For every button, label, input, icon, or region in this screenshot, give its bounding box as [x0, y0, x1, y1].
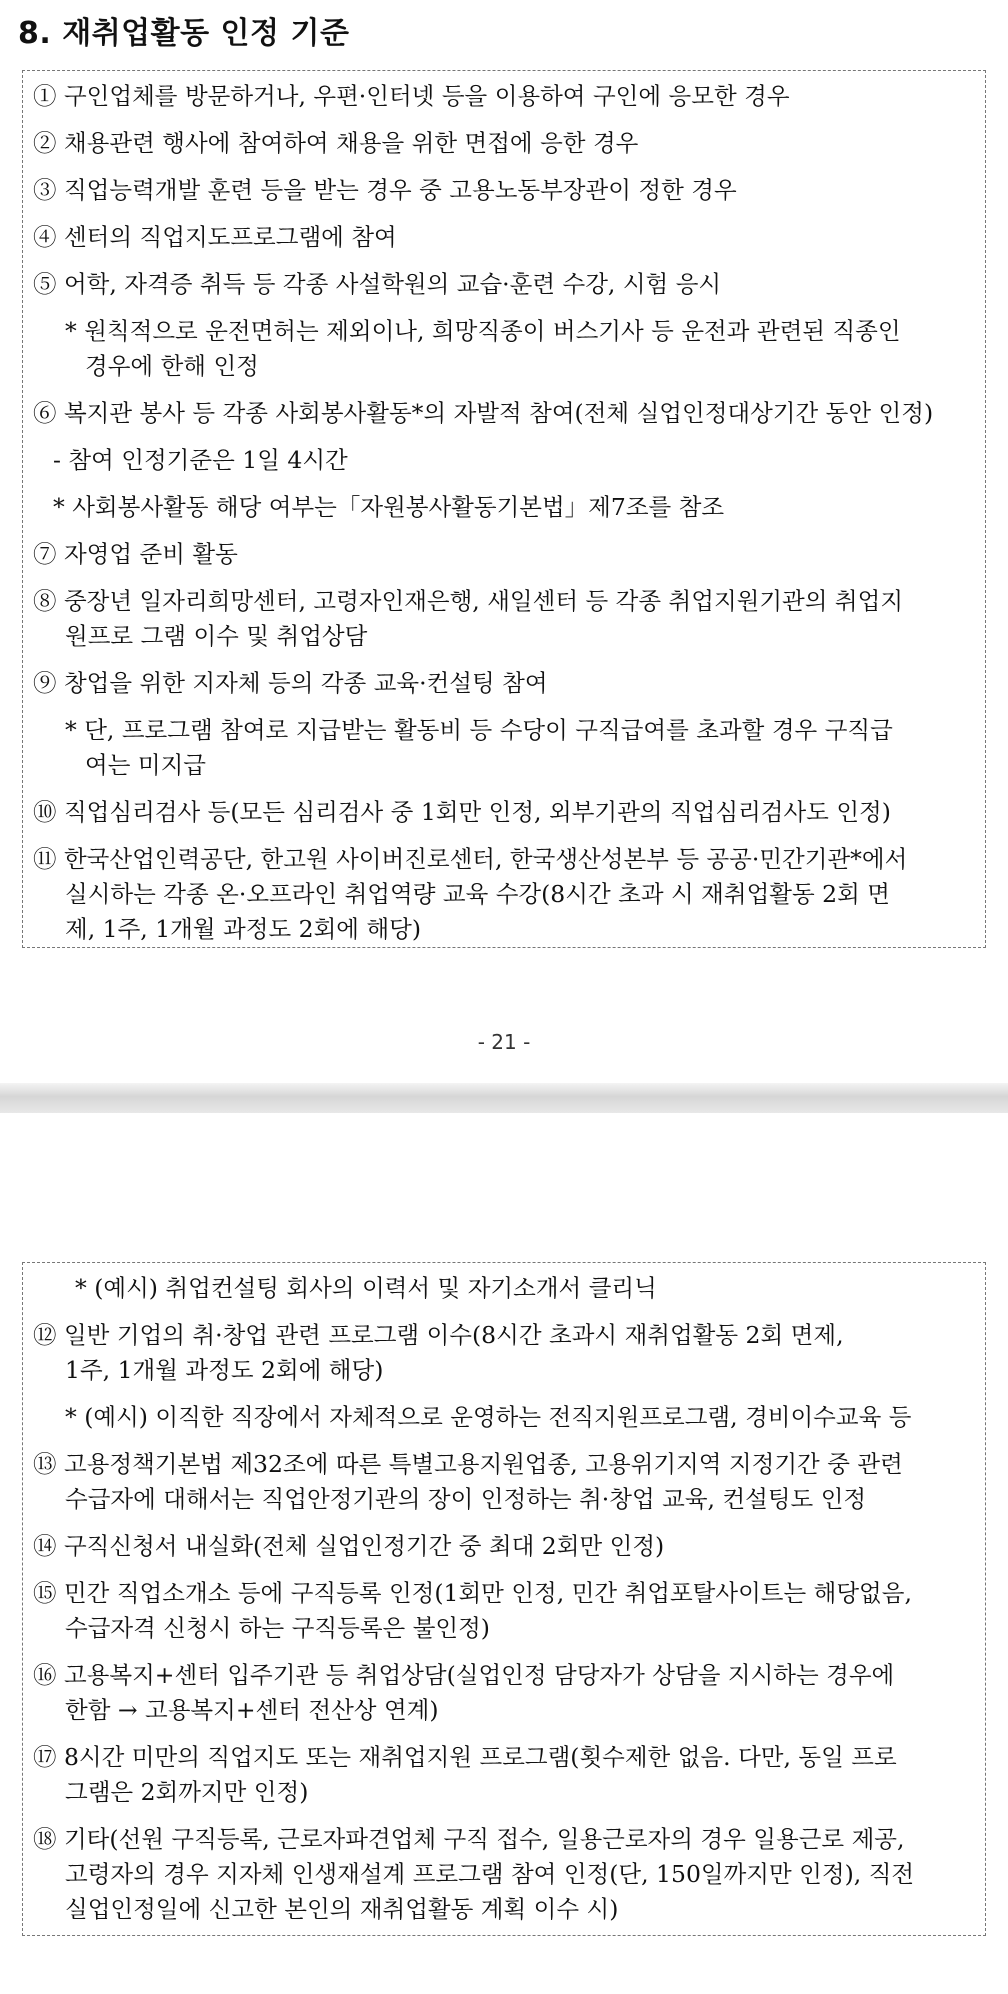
item-text: 그램은 2회까지만 인정)	[65, 1778, 309, 1806]
item-text: ⑨ 창업을 위한 지자체 등의 각종 교육·컨설팅 참여	[33, 669, 548, 697]
item-text: ⑧ 중장년 일자리희망센터, 고령자인재은행, 새일센터 등 각종 취업지원기관의 취업지	[33, 587, 904, 615]
note-text: * (예시) 이직한 직장에서 자체적으로 운영하는 전직지원프로그램, 경비이수교육 등	[65, 1403, 912, 1431]
sub-text: - 참여 인정기준은 1일 4시간	[53, 446, 348, 474]
item-text: 한함 → 고용복지+센터 전산상 연계)	[65, 1696, 439, 1724]
item-text: ⑤ 어학, 자격증 취득 등 각종 사설학원의 교습·훈련 수강, 시험 응시	[33, 270, 722, 298]
item-text: ⑫ 일반 기업의 취·창업 관련 프로그램 이수(8시간 초과시 재취업활동 2회 면제,	[33, 1321, 844, 1349]
item-text: ⑮ 민간 직업소개소 등에 구직등록 인정(1회만 인정, 민간 취업포탈사이트는 해당없음,	[33, 1579, 912, 1607]
item-text: ⑰ 8시간 미만의 직업지도 또는 재취업지원 프로그램(횟수제한 없음. 다만, 동일 프로	[33, 1743, 897, 1771]
item-text: ⑬ 고용정책기본법 제32조에 따른 특별고용지원업종, 고용위기지역 지정기간 중 관련	[33, 1450, 903, 1478]
item-text: ⑩ 직업심리검사 등(모든 심리검사 중 1회만 인정, 외부기관의 직업심리검사도 인정)	[33, 798, 891, 826]
item-text: ① 구인업체를 방문하거나, 우편·인터넷 등을 이용하여 구인에 응모한 경우	[33, 82, 790, 110]
note-text: * 원칙적으로 운전면허는 제외이나, 희망직종이 버스기사 등 운전과 관련된 직종인	[65, 317, 901, 345]
item-text: 1주, 1개월 과정도 2회에 해당)	[65, 1356, 384, 1384]
item-text: ③ 직업능력개발 훈련 등을 받는 경우 중 고용노동부장관이 정한 경우	[33, 176, 737, 204]
item-text: ⑭ 구직신청서 내실화(전체 실업인정기간 중 최대 2회만 인정)	[33, 1532, 665, 1560]
item-text: ④ 센터의 직업지도프로그램에 참여	[33, 223, 397, 251]
item-text: 원프로 그램 이수 및 취업상담	[65, 622, 368, 650]
item-text: 수급자격 신청시 하는 구직등록은 불인정)	[65, 1614, 490, 1642]
item-text: 실업인정일에 신고한 본인의 재취업활동 계획 이수 시)	[65, 1895, 619, 1923]
note-text: * (예시) 취업컨설팅 회사의 이력서 및 자기소개서 클리닉	[75, 1274, 657, 1302]
page-number: - 21 -	[477, 1030, 531, 1054]
item-text: ② 채용관련 행사에 참여하여 채용을 위한 면접에 응한 경우	[33, 129, 639, 157]
note-text: * 단, 프로그램 참여로 지급받는 활동비 등 수당이 구직급여를 초과할 경우 구직급	[65, 716, 893, 744]
item-text: 제, 1주, 1개월 과정도 2회에 해당)	[65, 915, 422, 943]
criteria-box-page-21	[22, 70, 986, 948]
item-text: ⑪ 한국산업인력공단, 한고원 사이버진로센터, 한국생산성본부 등 공공·민간기관*에서	[33, 845, 908, 873]
note-text: 여는 미지급	[85, 751, 206, 779]
criteria-box-page-22	[22, 1262, 986, 1936]
item-text: ⑥ 복지관 봉사 등 각종 사회봉사활동*의 자발적 참여(전체 실업인정대상기간 동안 인정)	[33, 399, 934, 427]
note-text: * 사회봉사활동 해당 여부는「자원봉사활동기본법」제7조를 참조	[53, 493, 725, 521]
item-text: 실시하는 각종 온·오프라인 취업역량 교육 수강(8시간 초과 시 재취업활동 2회 면	[65, 880, 890, 908]
note-text: 경우에 한해 인정	[85, 352, 259, 380]
page-title: 8. 재취업활동 인정 기준	[18, 16, 350, 51]
item-text: 수급자에 대해서는 직업안정기관의 장이 인정하는 취·창업 교육, 컨설팅도 인정	[65, 1485, 867, 1513]
item-text: ⑱ 기타(선원 구직등록, 근로자파견업체 구직 접수, 일용근로자의 경우 일용근로 제공,	[33, 1825, 905, 1853]
item-text: ⑦ 자영업 준비 활동	[33, 540, 238, 568]
item-text: 고령자의 경우 지자체 인생재설계 프로그램 참여 인정(단, 150일까지만 인정), 직전	[65, 1860, 915, 1888]
item-text: ⑯ 고용복지+센터 입주기관 등 취업상담(실업인정 담당자가 상담을 지시하는 경우에	[33, 1661, 895, 1689]
page-separator	[0, 1083, 1008, 1113]
